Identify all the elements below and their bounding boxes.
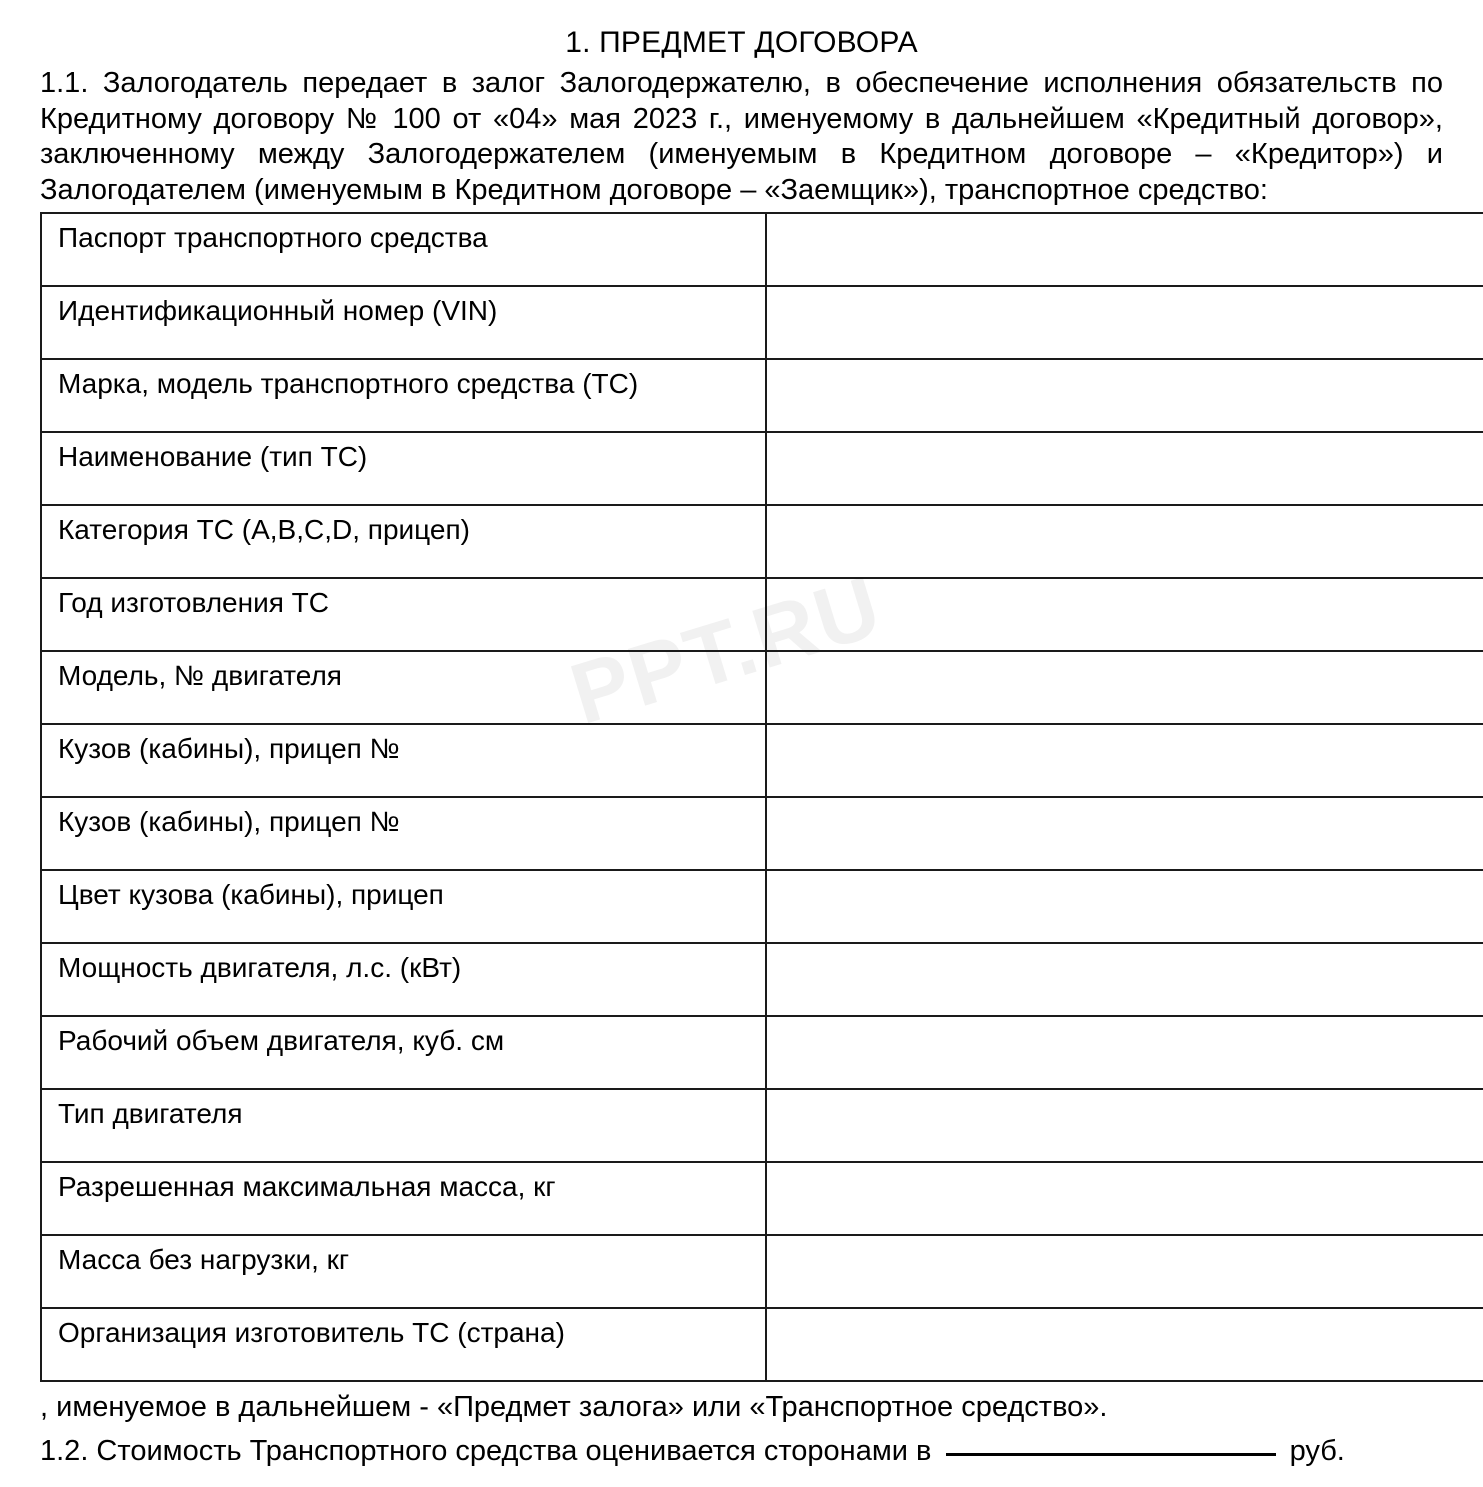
row-value-passport[interactable] [766,213,1483,286]
row-value-body-number-1[interactable] [766,724,1483,797]
row-label-type-name: Наименование (тип ТС) [41,432,766,505]
table-row [41,1235,1483,1308]
row-label-engine-number: Модель, № двигателя [41,651,766,724]
row-value-category[interactable] [766,505,1483,578]
row-value-engine-number[interactable] [766,651,1483,724]
page-title: 1. ПРЕДМЕТ ДОГОВОРА [565,26,918,59]
row-label-body-number-2: Кузов (кабины), прицеп № [41,797,766,870]
row-label-year: Год изготовления ТС [41,578,766,651]
table-row [41,505,1483,578]
row-label-engine-type: Тип двигателя [41,1089,766,1162]
row-label-manufacturer: Организация изготовитель ТС (страна) [41,1308,766,1381]
row-label-body-number-1: Кузов (кабины), прицеп № [41,724,766,797]
footer-value-suffix: руб. [1289,1435,1345,1467]
row-value-vin[interactable] [766,286,1483,359]
row-label-category: Категория ТС (A,B,C,D, прицеп) [41,505,766,578]
row-label-body-color: Цвет кузова (кабины), прицеп [41,870,766,943]
row-value-body-number-2[interactable] [766,797,1483,870]
footer-definition-line: , именуемое в дальнейшем - «Предмет залога» или «Транспортное средство». [40,1391,1108,1423]
row-value-manufacturer[interactable] [766,1308,1483,1381]
table-row [41,1308,1483,1381]
row-value-engine-type[interactable] [766,1089,1483,1162]
row-label-make-model: Марка, модель транспортного средства (ТС) [41,359,766,432]
table-row [41,286,1483,359]
table-row [41,724,1483,797]
row-label-engine-power: Мощность двигателя, л.с. (кВт) [41,943,766,1016]
row-value-engine-volume[interactable] [766,1016,1483,1089]
table-row [41,797,1483,870]
table-row [41,359,1483,432]
value-blank-field[interactable] [946,1453,1276,1456]
row-value-year[interactable] [766,578,1483,651]
table-row [41,1089,1483,1162]
row-label-engine-volume: Рабочий объем двигателя, куб. см [41,1016,766,1089]
table-row [41,943,1483,1016]
table-row [41,651,1483,724]
row-value-max-mass[interactable] [766,1162,1483,1235]
table-row [41,1016,1483,1089]
row-value-engine-power[interactable] [766,943,1483,1016]
row-label-max-mass: Разрешенная максимальная масса, кг [41,1162,766,1235]
table-row [41,213,1483,286]
row-label-curb-mass: Масса без нагрузки, кг [41,1235,766,1308]
table-row [41,578,1483,651]
vehicle-details-table [40,212,1483,1382]
intro-paragraph: 1.1. Залогодатель передает в залог Залогодержателю, в обеспечение исполнения обязательств по Кредитному договору № 100 от «04» мая 2023 г., именуемому в дальнейшем «Кредитный договор», заключенному между Залогодержателем (именуемым в Кредитном договоре – «Кредитор») и Залогодателем (именуемым в Кредитном договоре – «Заемщик»), транспортное средство: [40,67,1443,206]
table-row [41,432,1483,505]
footer-value-prefix: 1.2. Стоимость Транспортного средства оценивается сторонами в [40,1435,932,1467]
row-label-passport: Паспорт транспортного средства [41,213,766,286]
document-content [0,26,1483,1470]
table-row [41,1162,1483,1235]
row-value-curb-mass[interactable] [766,1235,1483,1308]
row-value-body-color[interactable] [766,870,1483,943]
row-value-make-model[interactable] [766,359,1483,432]
row-value-type-name[interactable] [766,432,1483,505]
vehicle-table-body [41,213,1483,1381]
footer-value-line [40,1432,1443,1470]
watermark-ppt-ru: PPT.RU [560,558,893,743]
row-label-vin: Идентификационный номер (VIN) [41,286,766,359]
table-row [41,870,1483,943]
